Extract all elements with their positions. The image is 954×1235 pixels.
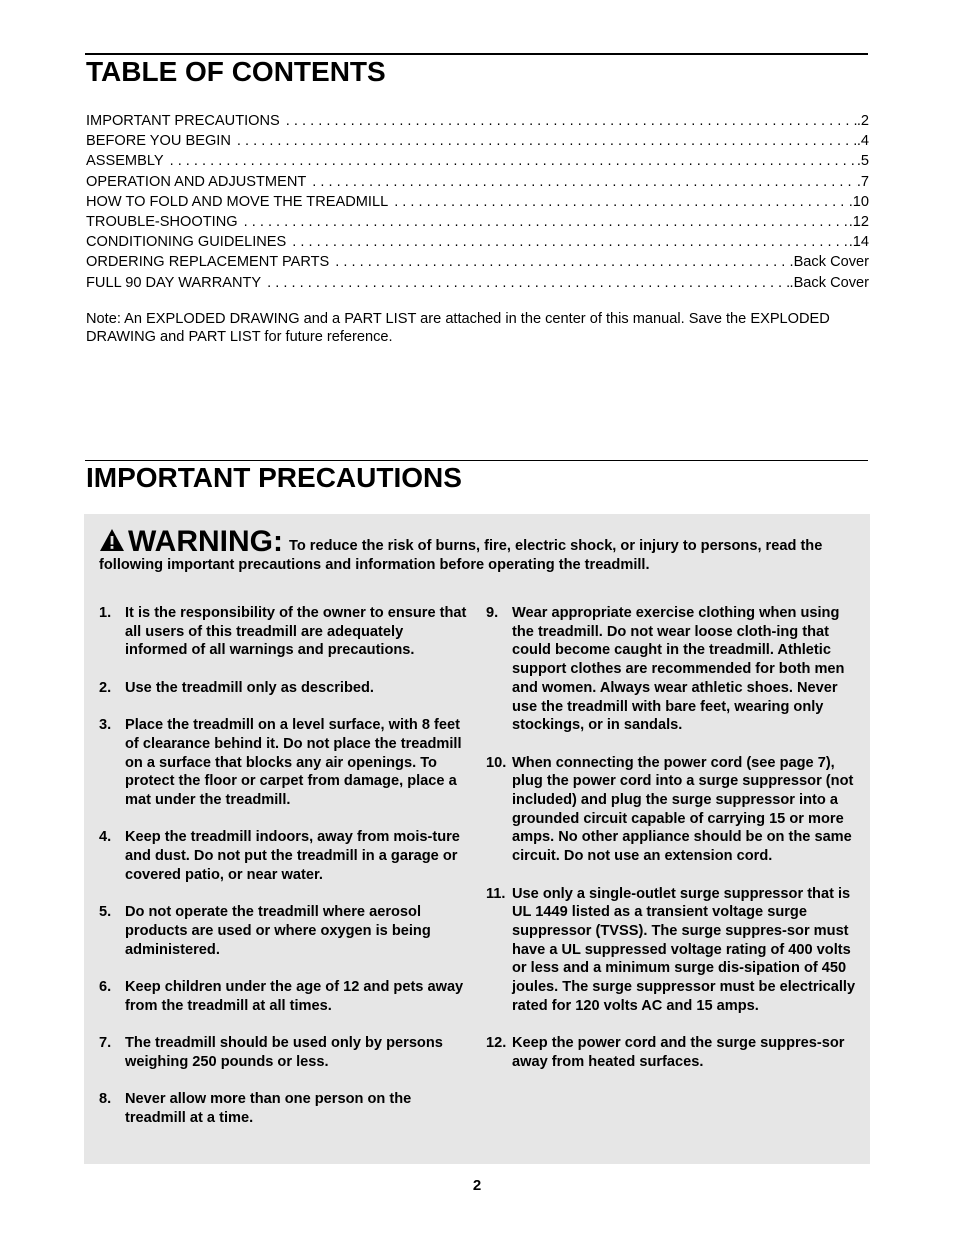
toc-entry-label: TROUBLE-SHOOTING bbox=[86, 213, 238, 230]
toc-list bbox=[86, 111, 869, 293]
precaution-text: Use the treadmill only as described. bbox=[125, 679, 374, 696]
precaution-text: Keep children under the age of 12 and pets away from the treadmill at all times. bbox=[125, 978, 464, 1014]
toc-entry[interactable] bbox=[86, 252, 869, 272]
toc-entry[interactable] bbox=[86, 192, 869, 212]
page-number: 2 bbox=[472, 1177, 482, 1194]
toc-entry-page: .14 bbox=[848, 234, 869, 251]
toc-entry-page: .2 bbox=[856, 113, 869, 129]
toc-entry[interactable] bbox=[86, 151, 869, 171]
precaution-number: 10. bbox=[486, 754, 507, 771]
precaution-text: When connecting the power cord (see page 7), plug the power cord into a surge suppressor (not included) and plug the surge suppressor into a grounded circuit capable of carrying 15 or more amps. No other appliance should be on the same circuit. Do not use an extension cord. bbox=[512, 754, 854, 865]
precaution-text: Use only a single-outlet surge suppressor that is UL 1449 listed as a transient voltage surge suppressor (TVSS). The surge suppres-sor must have a UL suppressed voltage rating of 400 volts or less and a minimum surge dis-sipation of 450 joules. The surge suppressor must be electrically rated for 120 volts AC and 15 amps. bbox=[512, 885, 856, 1014]
precaution-item bbox=[486, 885, 858, 1016]
toc-entry-page: .10 bbox=[848, 193, 869, 210]
precaution-number: 8. bbox=[99, 1091, 112, 1108]
toc-entry-label: BEFORE YOU BEGIN bbox=[86, 133, 231, 150]
precautions-left-column bbox=[99, 604, 469, 1146]
precaution-item bbox=[99, 679, 469, 698]
precaution-number: 6. bbox=[99, 978, 112, 995]
toc-entry[interactable] bbox=[86, 273, 869, 293]
toc-entry[interactable] bbox=[86, 111, 869, 131]
precaution-item bbox=[99, 978, 469, 1015]
precaution-number: 4. bbox=[99, 829, 112, 846]
precaution-text: The treadmill should be used only by persons weighing 250 pounds or less. bbox=[125, 1035, 443, 1070]
precaution-text: Keep the treadmill indoors, away from mois-ture and dust. Do not put the treadmill in a garage or covered patio, or near water. bbox=[125, 829, 460, 883]
precaution-item bbox=[99, 828, 469, 884]
section-rule bbox=[85, 460, 868, 461]
toc-leader-dots bbox=[335, 252, 789, 272]
toc-entry-label: IMPORTANT PRECAUTIONS bbox=[86, 113, 280, 129]
toc-entry-label: ORDERING REPLACEMENT PARTS bbox=[86, 254, 330, 271]
precaution-text: Wear appropriate exercise clothing when using the treadmill. Do not wear loose cloth-ing that could become caught in the treadmill. Athletic support clothes are recommended for both men and women. Always wear athletic shoes. Never use the treadmill with bare feet, wearing only stockings, or in sandals. bbox=[512, 605, 845, 734]
toc-entry-page: .Back Cover bbox=[789, 254, 869, 271]
toc-entry-page: .7 bbox=[856, 173, 869, 190]
precaution-number: 1. bbox=[99, 605, 112, 621]
precaution-item bbox=[99, 1090, 469, 1127]
top-rule bbox=[85, 53, 868, 55]
precaution-item bbox=[99, 604, 469, 660]
precaution-number: 7. bbox=[99, 1035, 112, 1052]
toc-entry[interactable] bbox=[86, 232, 869, 252]
precaution-number: 11. bbox=[486, 885, 506, 902]
toc-leader-dots bbox=[267, 273, 789, 293]
toc-leader-dots bbox=[170, 151, 857, 171]
toc-entry-label: CONDITIONING GUIDELINES bbox=[86, 234, 287, 251]
toc-entry[interactable] bbox=[86, 172, 869, 192]
precaution-item bbox=[486, 754, 858, 866]
warning-header bbox=[99, 525, 859, 575]
warning-box bbox=[84, 514, 870, 1164]
toc-entry-page: .4 bbox=[856, 133, 869, 150]
precaution-number: 2. bbox=[99, 679, 112, 696]
toc-leader-dots bbox=[292, 232, 848, 252]
precaution-text: Never allow more than one person on the treadmill at a time. bbox=[125, 1091, 412, 1126]
precaution-text: Place the treadmill on a level surface, with 8 feet of clearance behind it. Do not place the treadmill on a surface that blocks any air openings. To protect the floor or carpet from damage, place a mat under the treadmill. bbox=[125, 717, 462, 808]
toc-leader-dots bbox=[312, 172, 857, 192]
precaution-text: Do not operate the treadmill where aerosol products are used or where oxygen is being administered. bbox=[125, 904, 431, 958]
toc-leader-dots bbox=[394, 192, 849, 212]
toc-leader-dots bbox=[244, 212, 849, 232]
precaution-text: Keep the power cord and the surge suppres-sor away from heated surfaces. bbox=[512, 1035, 845, 1070]
precaution-item bbox=[486, 1034, 858, 1071]
precaution-text: It is the responsibility of the owner to ensure that all users of this treadmill are adequately informed of all warnings and precautions. bbox=[125, 605, 467, 659]
precaution-number: 9. bbox=[486, 605, 499, 621]
toc-title: TABLE OF CONTENTS bbox=[86, 56, 386, 87]
toc-leader-dots bbox=[237, 131, 857, 151]
warning-triangle-icon bbox=[99, 528, 125, 552]
warning-word: WARNING: bbox=[128, 525, 283, 558]
precaution-item bbox=[99, 1034, 469, 1071]
toc-entry-label: ASSEMBLY bbox=[86, 153, 164, 170]
toc-note: Note: An EXPLODED DRAWING and a PART LIST are attached in the center of this manual. Save the EXPLODED DRAWING and PART LIST for future reference. bbox=[86, 311, 830, 346]
precaution-number: 12. bbox=[486, 1035, 507, 1052]
precaution-number: 3. bbox=[99, 717, 112, 734]
toc-entry[interactable] bbox=[86, 131, 869, 151]
toc-entry-label: HOW TO FOLD AND MOVE THE TREADMILL bbox=[86, 193, 389, 210]
toc-entry-label: FULL 90 DAY WARRANTY bbox=[86, 274, 262, 291]
precaution-item bbox=[99, 716, 469, 810]
precaution-item bbox=[99, 903, 469, 959]
toc-entry-page: .Back Cover bbox=[789, 274, 869, 291]
toc-entry[interactable] bbox=[86, 212, 869, 232]
precautions-right-column bbox=[486, 604, 858, 1090]
precaution-item bbox=[486, 604, 858, 735]
warning-text: To reduce the risk of burns, fire, electric shock, or injury to persons, read the following important precautions and information before operating the treadmill. bbox=[99, 538, 823, 573]
toc-entry-label: OPERATION AND ADJUSTMENT bbox=[86, 173, 307, 190]
toc-entry-page: .5 bbox=[856, 153, 869, 170]
precaution-number: 5. bbox=[99, 904, 112, 921]
precautions-title: IMPORTANT PRECAUTIONS bbox=[86, 462, 462, 493]
toc-entry-page: .12 bbox=[848, 213, 869, 230]
toc-leader-dots bbox=[286, 111, 857, 131]
